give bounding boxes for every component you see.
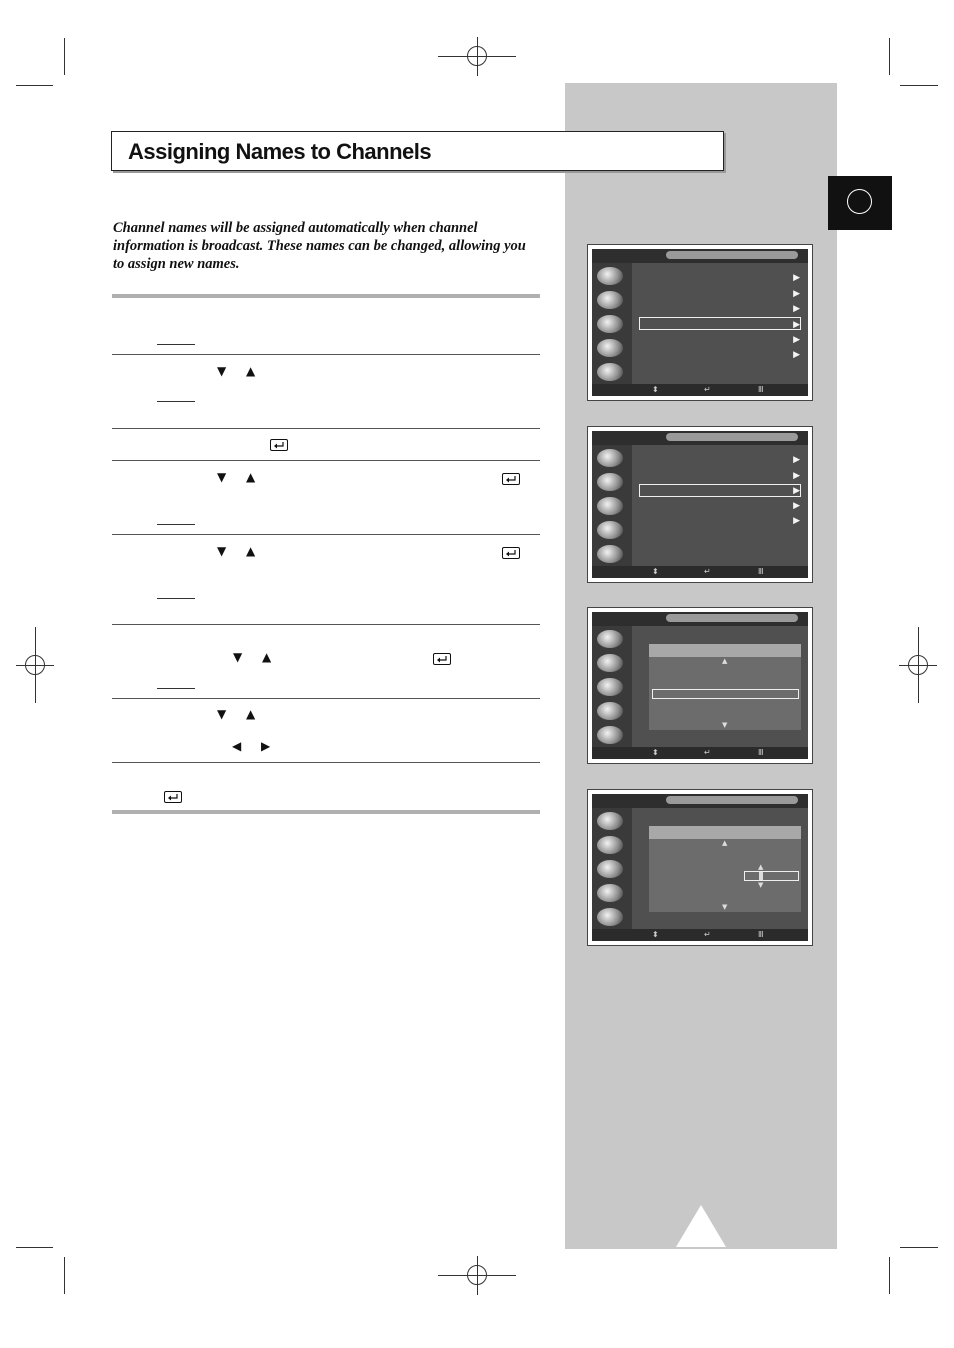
crop-mark xyxy=(889,38,890,75)
picture-icon xyxy=(597,291,623,309)
move-icon: ⬍ xyxy=(652,748,659,757)
up-arrow-icon: ▲ xyxy=(246,707,256,721)
channel-list xyxy=(649,644,801,730)
sound-icon xyxy=(597,315,623,333)
submenu-arrow-icon: ▶ xyxy=(793,335,800,345)
up-arrow-icon: ▲ xyxy=(246,544,256,558)
enter-key-icon xyxy=(502,547,520,559)
antenna-icon xyxy=(597,267,623,285)
move-icon: ⬍ xyxy=(652,567,659,576)
picture-icon xyxy=(597,654,623,672)
intro-paragraph: Channel names will be assigned automatically when channel information is broadcast. These names can be changed, allowing you to assign new names. xyxy=(113,220,526,272)
enter-key-icon xyxy=(270,439,288,451)
antenna-icon xyxy=(597,812,623,830)
note-underline xyxy=(157,524,195,525)
channel-icon xyxy=(597,521,623,539)
up-arrow-icon: ▲ xyxy=(246,470,256,484)
note-underline xyxy=(157,598,195,599)
char-down-icon: ▼ xyxy=(758,881,764,889)
crop-mark xyxy=(900,1247,938,1248)
move-icon: ⬍ xyxy=(652,385,659,394)
submenu-arrow-icon: ▶ xyxy=(793,501,800,511)
enter-icon: ↵ xyxy=(704,567,711,576)
name-edit-field xyxy=(744,871,799,881)
enter-icon: ↵ xyxy=(704,930,711,939)
enter-icon: ↵ xyxy=(704,385,711,394)
channel-icon xyxy=(597,702,623,720)
submenu-arrow-icon: ▶ xyxy=(793,304,800,314)
sound-icon xyxy=(597,678,623,696)
up-arrow-icon: ▲ xyxy=(262,650,272,664)
cursor xyxy=(759,872,763,880)
enter-icon: ↵ xyxy=(704,748,711,757)
note-underline xyxy=(157,401,195,402)
picture-icon xyxy=(597,473,623,491)
scroll-up-icon: ▲ xyxy=(722,839,728,847)
crop-mark xyxy=(900,85,938,86)
menu-icon: Ⅲ xyxy=(758,930,764,939)
language-circle-icon xyxy=(847,189,872,214)
sound-icon xyxy=(597,860,623,878)
submenu-arrow-icon: ▶ xyxy=(793,471,800,481)
note-underline xyxy=(157,688,195,689)
crop-mark xyxy=(64,1257,65,1294)
channel-list xyxy=(649,826,801,912)
char-up-icon: ▲ xyxy=(758,863,764,871)
scroll-down-icon: ▼ xyxy=(722,721,728,729)
channel-icon xyxy=(597,884,623,902)
enter-key-icon xyxy=(164,791,182,803)
move-icon: ⬍ xyxy=(652,930,659,939)
submenu-arrow-icon: ▶ xyxy=(793,289,800,299)
page-title-box xyxy=(111,131,724,171)
step-divider xyxy=(112,624,540,625)
tv-screen-1 xyxy=(587,244,813,401)
submenu-arrow-icon: ▶ xyxy=(793,486,800,496)
antenna-icon xyxy=(597,630,623,648)
section-rule-bottom xyxy=(112,810,540,814)
scroll-up-icon: ▲ xyxy=(722,657,728,665)
tv-screen-3 xyxy=(587,607,813,764)
menu-selection xyxy=(639,484,801,497)
step-divider xyxy=(112,698,540,699)
page-number-triangle xyxy=(676,1205,726,1247)
channel-selection xyxy=(652,689,799,699)
setup-icon xyxy=(597,363,623,381)
enter-key-icon xyxy=(502,473,520,485)
down-arrow-icon: ▼ xyxy=(217,707,227,721)
channel-icon xyxy=(597,339,623,357)
crop-mark xyxy=(16,85,53,86)
menu-icon: Ⅲ xyxy=(758,748,764,757)
submenu-arrow-icon: ▶ xyxy=(793,516,800,526)
step-divider xyxy=(112,428,540,429)
step-divider xyxy=(112,762,540,763)
note-underline xyxy=(157,344,195,345)
submenu-arrow-icon: ▶ xyxy=(793,455,800,465)
antenna-icon xyxy=(597,449,623,467)
left-arrow-icon: ◀ xyxy=(232,739,242,753)
enter-key-icon xyxy=(433,653,451,665)
crop-mark xyxy=(16,1247,53,1248)
setup-icon xyxy=(597,908,623,926)
scroll-down-icon: ▼ xyxy=(722,903,728,911)
down-arrow-icon: ▼ xyxy=(233,650,243,664)
sound-icon xyxy=(597,497,623,515)
menu-icon: Ⅲ xyxy=(758,567,764,576)
submenu-arrow-icon: ▶ xyxy=(793,320,800,330)
menu-icon: Ⅲ xyxy=(758,385,764,394)
down-arrow-icon: ▼ xyxy=(217,364,227,378)
submenu-arrow-icon: ▶ xyxy=(793,350,800,360)
crop-mark xyxy=(889,1257,890,1294)
crop-mark xyxy=(64,38,65,75)
down-arrow-icon: ▼ xyxy=(217,544,227,558)
setup-icon xyxy=(597,545,623,563)
step-divider xyxy=(112,534,540,535)
submenu-arrow-icon: ▶ xyxy=(793,273,800,283)
setup-icon xyxy=(597,726,623,744)
tv-screen-4 xyxy=(587,789,813,946)
tv-screen-2 xyxy=(587,426,813,583)
step-divider xyxy=(112,354,540,355)
page-title: Assigning Names to Channels xyxy=(128,139,432,164)
section-rule-top xyxy=(112,294,540,298)
picture-icon xyxy=(597,836,623,854)
up-arrow-icon: ▲ xyxy=(246,364,256,378)
right-arrow-icon: ▶ xyxy=(261,739,271,753)
language-tab xyxy=(828,176,892,230)
step-divider xyxy=(112,460,540,461)
down-arrow-icon: ▼ xyxy=(217,470,227,484)
menu-selection xyxy=(639,317,801,330)
